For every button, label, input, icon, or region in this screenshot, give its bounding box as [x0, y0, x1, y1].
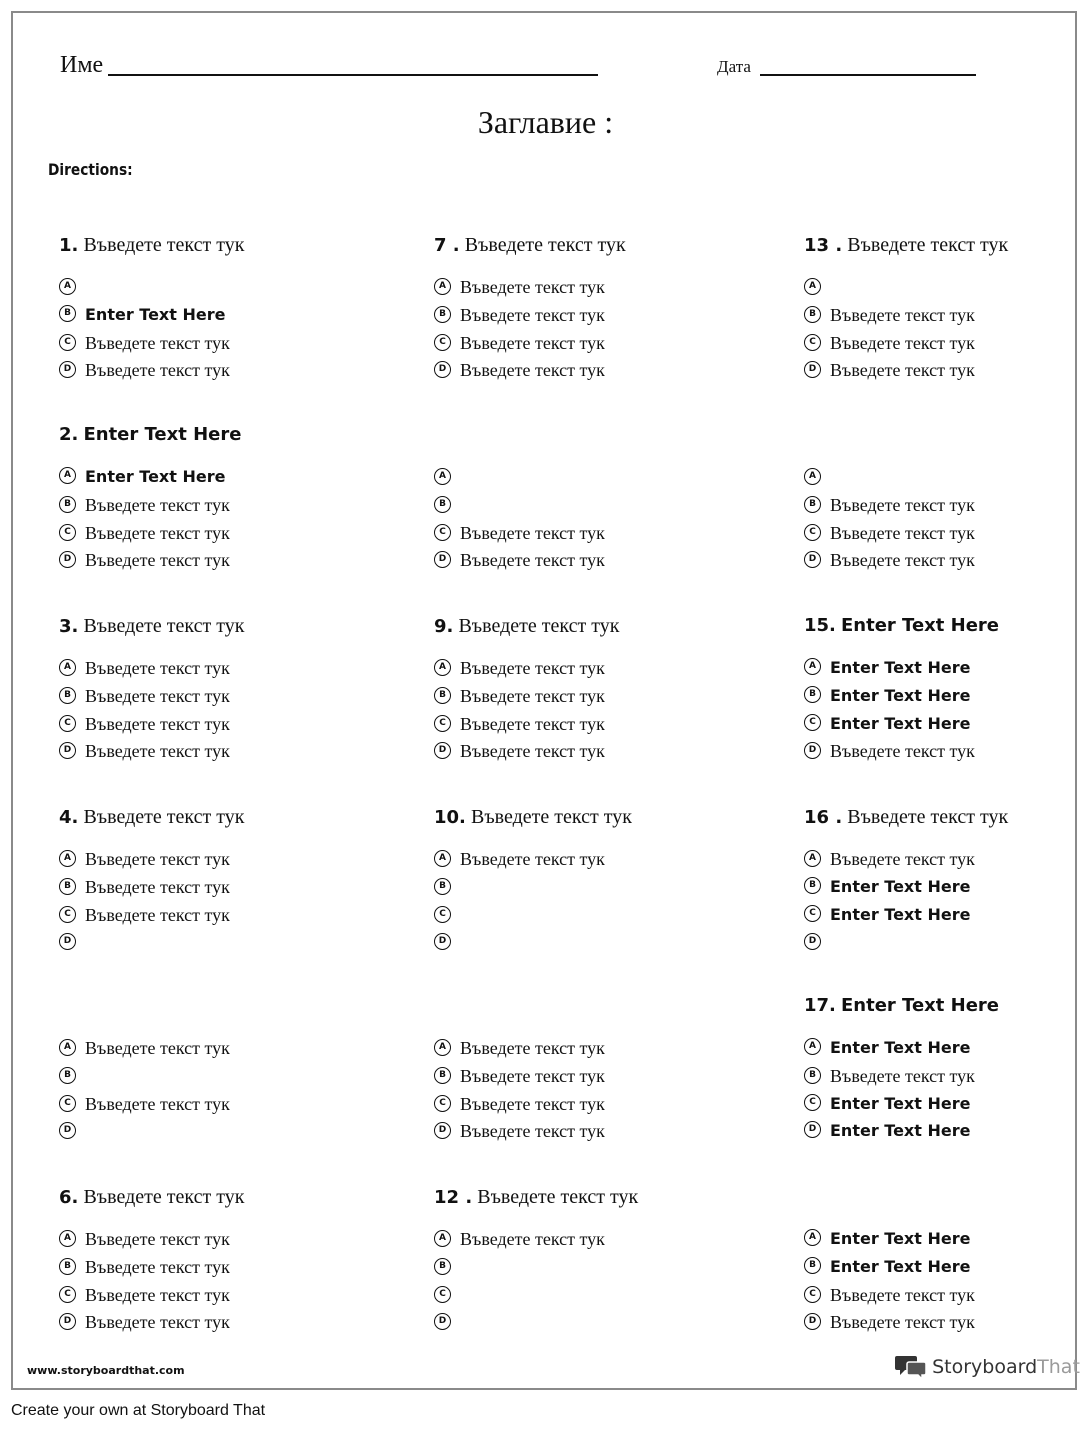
answer-bubble-c[interactable]: C [804, 1094, 821, 1111]
answer-option[interactable] [434, 848, 605, 870]
answer-text: Въведете текст тук [85, 360, 230, 380]
answer-option[interactable] [804, 359, 975, 381]
question-text: Enter Text Here [83, 424, 242, 445]
answer-text: Въведете текст тук [85, 905, 230, 925]
answer-text: Enter Text Here [85, 467, 226, 486]
answer-text: Въведете текст тук [460, 1229, 605, 1249]
answer-option[interactable] [434, 359, 605, 381]
answer-text: Въведете текст тук [85, 658, 230, 678]
storyboardthat-logo [895, 1353, 1080, 1383]
answer-text: Въведете текст тук [85, 1312, 230, 1332]
answer-option[interactable] [59, 276, 85, 298]
answer-option[interactable] [59, 1120, 85, 1142]
answer-option[interactable] [59, 713, 230, 735]
answer-option[interactable] [804, 848, 975, 870]
answer-text: Въведете текст тук [460, 686, 605, 706]
answer-text: Въведете текст тук [460, 523, 605, 543]
answer-option[interactable] [804, 522, 975, 544]
answer-option[interactable] [59, 931, 85, 953]
answer-bubble-c[interactable]: C [434, 1095, 451, 1112]
answer-bubble-c[interactable]: C [804, 714, 821, 731]
question-text: Въведете текст тук [470, 806, 632, 828]
answer-option[interactable] [804, 1284, 975, 1306]
answer-text: Въведете текст тук [460, 360, 605, 380]
answer-text: Enter Text Here [830, 1094, 971, 1113]
answer-text: Въведете текст тук [85, 849, 230, 869]
answer-text: Enter Text Here [830, 714, 971, 733]
answer-bubble-b[interactable]: B [804, 1067, 821, 1084]
question-number: 3. [59, 616, 79, 637]
answer-bubble-b[interactable]: B [59, 687, 76, 704]
answer-option[interactable] [59, 466, 225, 488]
answer-bubble-d[interactable]: D [59, 1313, 76, 1330]
answer-option[interactable] [434, 904, 460, 926]
answer-text: Въведете текст тук [460, 305, 605, 325]
answer-text: Въведете текст тук [85, 686, 230, 706]
question-text: Въведете текст тук [458, 615, 620, 637]
answer-text: Въведете текст тук [460, 658, 605, 678]
answer-bubble-c[interactable]: C [434, 906, 451, 923]
worksheet-title: Заглавие : [477, 104, 614, 140]
question-title[interactable] [804, 232, 1008, 259]
answer-bubble-c[interactable]: C [434, 715, 451, 732]
answer-text: Въведете текст тук [460, 714, 605, 734]
answer-option[interactable] [804, 466, 830, 488]
answer-bubble-b[interactable]: B [434, 496, 451, 513]
answer-option[interactable] [804, 332, 975, 354]
answer-option[interactable] [59, 304, 225, 326]
answer-bubble-a[interactable]: A [804, 850, 821, 867]
answer-bubble-a[interactable]: A [59, 1039, 76, 1056]
answer-option[interactable] [59, 685, 230, 707]
question-number: 16 . [804, 807, 843, 828]
answer-option[interactable] [434, 466, 460, 488]
answer-option[interactable] [804, 1228, 970, 1250]
answer-option[interactable] [804, 1065, 975, 1087]
answer-bubble-c[interactable]: C [434, 334, 451, 351]
answer-bubble-a[interactable]: A [434, 1039, 451, 1056]
answer-option[interactable] [59, 904, 230, 926]
answer-bubble-b[interactable]: B [804, 877, 821, 894]
answer-text: Въведете текст тук [460, 1121, 605, 1141]
answer-text: Въведете текст тук [460, 277, 605, 297]
answer-bubble-d[interactable]: D [59, 361, 76, 378]
answer-option[interactable] [804, 740, 975, 762]
answer-bubble-b[interactable]: B [59, 1067, 76, 1084]
answer-bubble-b[interactable]: B [804, 1257, 821, 1274]
answer-bubble-d[interactable]: D [434, 361, 451, 378]
answer-option[interactable] [434, 276, 605, 298]
answer-text: Enter Text Here [830, 686, 971, 705]
question-title[interactable] [434, 1184, 638, 1211]
answer-text: Enter Text Here [830, 658, 971, 677]
answer-text: Въведете текст тук [85, 550, 230, 570]
answer-option[interactable] [434, 713, 605, 735]
question-title[interactable] [59, 1184, 244, 1211]
question-number: 12 . [434, 1187, 473, 1208]
answer-option[interactable] [804, 713, 970, 735]
answer-text: Enter Text Here [85, 305, 226, 324]
answer-text: Въведете текст тук [460, 1066, 605, 1086]
question-title[interactable] [59, 422, 241, 448]
answer-option[interactable] [804, 1256, 970, 1278]
question-title[interactable] [434, 804, 632, 831]
answer-text: Въведете текст тук [830, 550, 975, 570]
answer-option[interactable] [804, 904, 970, 926]
answer-option[interactable] [804, 1120, 970, 1142]
answer-text: Enter Text Here [830, 905, 971, 924]
answer-option[interactable] [434, 1284, 460, 1306]
speech-bubbles-icon [895, 1353, 927, 1381]
answer-bubble-d[interactable]: D [804, 551, 821, 568]
answer-text: Въведете текст тук [85, 1285, 230, 1305]
answer-text: Въведете текст тук [85, 1038, 230, 1058]
answer-bubble-a[interactable]: A [59, 1230, 76, 1247]
answer-bubble-c[interactable]: C [434, 524, 451, 541]
answer-bubble-d[interactable]: D [804, 742, 821, 759]
answer-option[interactable] [59, 740, 230, 762]
question-title[interactable] [804, 993, 999, 1019]
answer-bubble-c[interactable]: C [804, 524, 821, 541]
question-text: Въведете текст тук [477, 1186, 639, 1208]
answer-option[interactable] [59, 549, 230, 571]
answer-option[interactable] [804, 685, 970, 707]
question-title[interactable] [434, 613, 619, 640]
answer-option[interactable] [804, 1037, 970, 1059]
answer-text: Въведете текст тук [85, 333, 230, 353]
question-number: 7 . [434, 235, 460, 256]
answer-bubble-d[interactable]: D [434, 1122, 451, 1139]
answer-bubble-a[interactable]: A [434, 850, 451, 867]
question-title[interactable] [59, 613, 244, 640]
answer-text: Въведете текст тук [85, 1229, 230, 1249]
answer-option[interactable] [804, 494, 975, 516]
answer-bubble-b[interactable]: B [804, 496, 821, 513]
create-your-own-link[interactable]: Create your own at Storyboard That [11, 1402, 266, 1419]
question-title[interactable] [434, 232, 626, 259]
date-label: Дата [717, 57, 751, 76]
answer-option[interactable] [59, 1228, 230, 1250]
answer-text: Въведете текст тук [85, 495, 230, 515]
answer-bubble-b[interactable]: B [434, 306, 451, 323]
answer-option[interactable] [434, 549, 605, 571]
question-number: 17. [804, 995, 836, 1016]
answer-text: Въведете текст тук [830, 333, 975, 353]
answer-text: Въведете текст тук [830, 1285, 975, 1305]
answer-text: Въведете текст тук [460, 333, 605, 353]
answer-bubble-b[interactable]: B [434, 1067, 451, 1084]
date-line[interactable] [760, 74, 976, 76]
answer-bubble-c[interactable]: C [804, 905, 821, 922]
answer-bubble-d[interactable]: D [434, 551, 451, 568]
answer-option[interactable] [59, 522, 230, 544]
answer-option[interactable] [59, 876, 230, 898]
answer-text: Enter Text Here [830, 1121, 971, 1140]
answer-bubble-c[interactable]: C [804, 1286, 821, 1303]
name-line[interactable] [108, 74, 598, 76]
answer-bubble-a[interactable]: A [59, 850, 76, 867]
answer-option[interactable] [434, 685, 605, 707]
footer-url: www.storyboardthat.com [27, 1364, 185, 1377]
question-text: Въведете текст тук [83, 1186, 245, 1208]
answer-option[interactable] [804, 276, 830, 298]
question-text: Въведете текст тук [83, 806, 245, 828]
question-number: 13 . [804, 235, 843, 256]
answer-bubble-b[interactable]: B [59, 305, 76, 322]
answer-bubble-c[interactable]: C [59, 1095, 76, 1112]
answer-option[interactable] [59, 1065, 85, 1087]
question-title[interactable] [59, 232, 244, 259]
answer-option[interactable] [434, 1228, 605, 1250]
answer-option[interactable] [59, 848, 230, 870]
answer-option[interactable] [434, 1120, 605, 1142]
answer-text: Въведете текст тук [830, 1066, 975, 1086]
answer-text: Въведете текст тук [460, 1038, 605, 1058]
answer-option[interactable] [434, 876, 460, 898]
answer-text: Enter Text Here [830, 1038, 971, 1057]
answer-bubble-d[interactable]: D [434, 933, 451, 950]
answer-option[interactable] [434, 740, 605, 762]
question-title[interactable] [804, 804, 1008, 831]
answer-text: Enter Text Here [830, 1229, 971, 1248]
answer-bubble-a[interactable]: A [804, 278, 821, 295]
answer-text: Въведете текст тук [85, 1094, 230, 1114]
answer-option[interactable] [59, 1311, 230, 1333]
answer-text: Въведете текст тук [830, 495, 975, 515]
answer-option[interactable] [804, 1093, 970, 1115]
answer-option[interactable] [804, 304, 975, 326]
answer-option[interactable] [804, 657, 970, 679]
answer-text: Въведете текст тук [830, 1312, 975, 1332]
answer-bubble-a[interactable]: A [804, 1229, 821, 1246]
answer-option[interactable] [59, 1037, 230, 1059]
answer-text: Въведете текст тук [830, 360, 975, 380]
answer-bubble-c[interactable]: C [59, 715, 76, 732]
answer-text: Въведете текст тук [830, 523, 975, 543]
answer-option[interactable] [434, 1093, 605, 1115]
question-text: Enter Text Here [840, 615, 999, 636]
question-text: Въведете текст тук [847, 806, 1009, 828]
answer-bubble-d[interactable]: D [804, 361, 821, 378]
logo-text-that: That [1037, 1356, 1080, 1378]
question-text: Enter Text Here [840, 995, 999, 1016]
question-number: 6. [59, 1187, 79, 1208]
answer-text: Въведете текст тук [85, 741, 230, 761]
answer-bubble-d[interactable]: D [804, 1121, 821, 1138]
answer-text: Въведете текст тук [830, 305, 975, 325]
answer-bubble-d[interactable]: D [59, 551, 76, 568]
answer-text: Въведете текст тук [830, 741, 975, 761]
answer-bubble-d[interactable]: D [434, 742, 451, 759]
answer-bubble-a[interactable]: A [434, 278, 451, 295]
answer-text: Enter Text Here [830, 877, 971, 896]
answer-text: Въведете текст тук [460, 550, 605, 570]
answer-option[interactable] [59, 1093, 230, 1115]
question-text: Въведете текст тук [464, 234, 626, 256]
answer-bubble-a[interactable]: A [804, 468, 821, 485]
question-number: 9. [434, 616, 454, 637]
answer-text: Въведете текст тук [85, 877, 230, 897]
logo-text-storyboard: Storyboard [932, 1356, 1038, 1378]
answer-bubble-b[interactable]: B [59, 878, 76, 895]
answer-bubble-a[interactable]: A [804, 1038, 821, 1055]
answer-option[interactable] [59, 657, 230, 679]
answer-option[interactable] [434, 522, 605, 544]
answer-bubble-a[interactable]: A [804, 658, 821, 675]
answer-text: Въведете текст тук [460, 741, 605, 761]
answer-bubble-d[interactable]: D [804, 933, 821, 950]
answer-text: Въведете текст тук [460, 1094, 605, 1114]
question-number: 10. [434, 807, 466, 828]
question-title[interactable] [59, 804, 244, 831]
question-number: 1. [59, 235, 79, 256]
name-label: Име [60, 52, 104, 78]
answer-option[interactable] [434, 304, 605, 326]
answer-bubble-b[interactable]: B [59, 1258, 76, 1275]
answer-bubble-a[interactable]: A [59, 278, 76, 295]
answer-bubble-d[interactable]: D [804, 1313, 821, 1330]
answer-option[interactable] [59, 494, 230, 516]
answer-bubble-d[interactable]: D [59, 933, 76, 950]
answer-option[interactable] [804, 549, 975, 571]
answer-text: Въведете текст тук [85, 523, 230, 543]
answer-bubble-c[interactable]: C [59, 906, 76, 923]
answer-option[interactable] [434, 1256, 460, 1278]
question-text: Въведете текст тук [83, 234, 245, 256]
answer-bubble-d[interactable]: D [434, 1313, 451, 1330]
answer-option[interactable] [804, 1311, 975, 1333]
answer-text: Въведете текст тук [85, 1257, 230, 1277]
answer-bubble-a[interactable]: A [434, 1230, 451, 1247]
answer-bubble-b[interactable]: B [434, 1258, 451, 1275]
answer-bubble-d[interactable]: D [59, 1122, 76, 1139]
answer-option[interactable] [434, 1311, 460, 1333]
answer-bubble-c[interactable]: C [804, 334, 821, 351]
question-text: Въведете текст тук [847, 234, 1009, 256]
answer-text: Въведете текст тук [460, 849, 605, 869]
answer-option[interactable] [434, 1037, 605, 1059]
question-number: 2. [59, 424, 79, 445]
answer-bubble-c[interactable]: C [59, 334, 76, 351]
answer-option[interactable] [59, 1256, 230, 1278]
answer-option[interactable] [434, 332, 605, 354]
answer-option[interactable] [434, 931, 460, 953]
answer-bubble-a[interactable]: A [59, 659, 76, 676]
answer-bubble-b[interactable]: B [434, 687, 451, 704]
directions-label: Directions: [48, 160, 133, 179]
answer-bubble-b[interactable]: B [804, 686, 821, 703]
answer-option[interactable] [59, 332, 230, 354]
answer-bubble-b[interactable]: B [59, 496, 76, 513]
question-number: 15. [804, 615, 836, 636]
answer-text: Въведете текст тук [85, 714, 230, 734]
answer-option[interactable] [434, 657, 605, 679]
answer-option[interactable] [434, 494, 460, 516]
answer-bubble-a[interactable]: A [434, 659, 451, 676]
answer-text: Въведете текст тук [830, 849, 975, 869]
answer-bubble-c[interactable]: C [434, 1286, 451, 1303]
answer-text: Enter Text Here [830, 1257, 971, 1276]
answer-bubble-a[interactable]: A [434, 468, 451, 485]
answer-option[interactable] [59, 1284, 230, 1306]
answer-option[interactable] [59, 359, 230, 381]
answer-option[interactable] [434, 1065, 605, 1087]
question-text: Въведете текст тук [83, 615, 245, 637]
question-title[interactable] [804, 613, 999, 639]
answer-option[interactable] [804, 876, 970, 898]
answer-bubble-b[interactable]: B [804, 306, 821, 323]
answer-bubble-c[interactable]: C [59, 524, 76, 541]
answer-bubble-d[interactable]: D [59, 742, 76, 759]
answer-option[interactable] [804, 931, 830, 953]
answer-bubble-b[interactable]: B [434, 878, 451, 895]
answer-bubble-c[interactable]: C [59, 1286, 76, 1303]
question-number: 4. [59, 807, 79, 828]
answer-bubble-a[interactable]: A [59, 467, 76, 484]
